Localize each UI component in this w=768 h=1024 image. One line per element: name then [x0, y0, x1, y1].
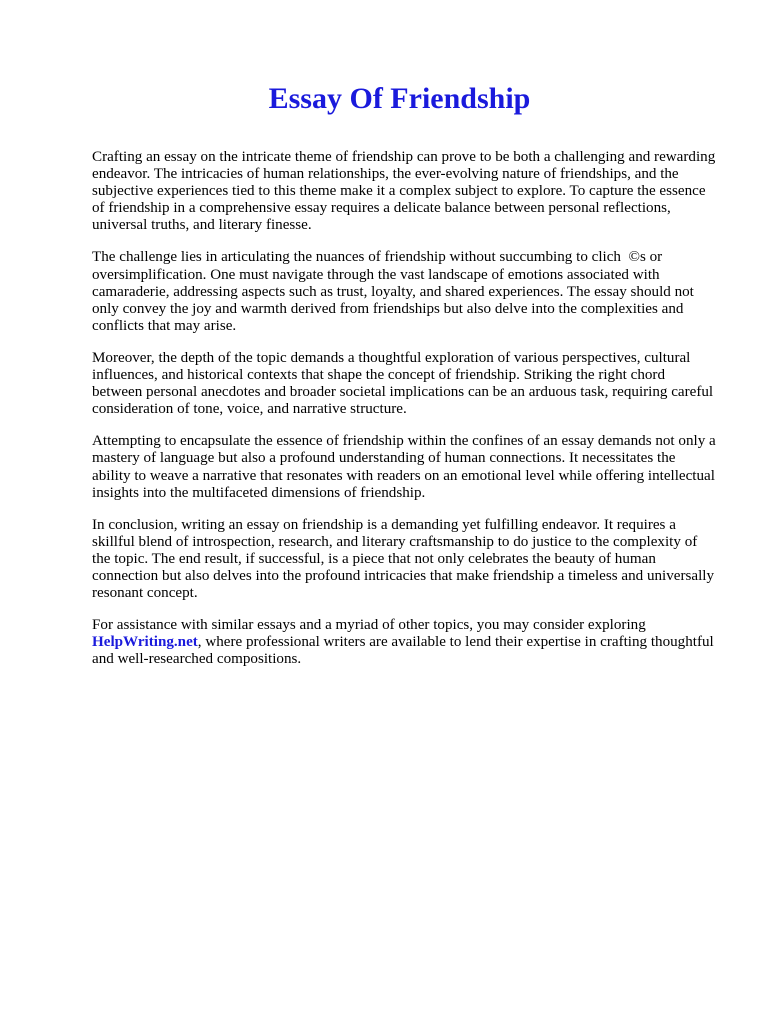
closing-paragraph	[92, 617, 716, 668]
essay-paragraph-3: Moreover, the depth of the topic demands a thoughtful exploration of various perspectives, cultural influences, and historical contexts that shape the concept of friendship. Striking the right chord between personal anecdotes and broader societal implications can be an arduous task, requiring careful consideration of tone, voice, and narrative structure.	[92, 349, 714, 418]
essay-paragraph-4: Attempting to encapsulate the essence of friendship within the confines of an essay demands not only a mastery of language but also a profound understanding of human connections. It necessitates the ability to weave a narrative that resonates with readers on an emotional level while offering intellectual insights into the multifaceted dimensions of friendship.	[92, 433, 716, 501]
helpwriting-link[interactable]: HelpWriting.net	[92, 634, 198, 651]
closing-text-before-link: For assistance with similar essays and a myriad of other topics, you may consider exploring	[92, 617, 646, 634]
essay-paragraph-5: In conclusion, writing an essay on friendship is a demanding yet fulfilling endeavor. It requires a skillful blend of introspection, research, and literary craftsmanship to do justice to the complexity of the topic. The end result, if successful, is a piece that not only celebrates the beauty of human connection but also delves into the profound intricacies that make friendship a timeless and universally resonant concept.	[92, 516, 715, 602]
essay-paragraph-2: The challenge lies in articulating the nuances of friendship without succumbing to clich ©s or oversimplification. One must navigate through the vast landscape of emotions associated with camaraderie, addressing aspects such as trust, loyalty, and shared experiences. The essay should not only convey the joy and warmth derived from friendships but also delve into the complexities and conflicts that may arise.	[92, 249, 694, 334]
page-title: Essay Of Friendship	[268, 82, 531, 115]
closing-text-after-link: , where professional writers are available to lend their expertise in crafting thoughtful and well-researched compositions.	[92, 634, 714, 668]
essay-paragraph-1: Crafting an essay on the intricate theme of friendship can prove to be both a challenging and rewarding endeavor. The intricacies of human relationships, the ever-evolving nature of friendships, and the subjective experiences tied to this theme make it a complex subject to explore. To capture the essence of friendship in a comprehensive essay requires a delicate balance between personal reflections, universal truths, and literary finesse.	[92, 149, 716, 234]
